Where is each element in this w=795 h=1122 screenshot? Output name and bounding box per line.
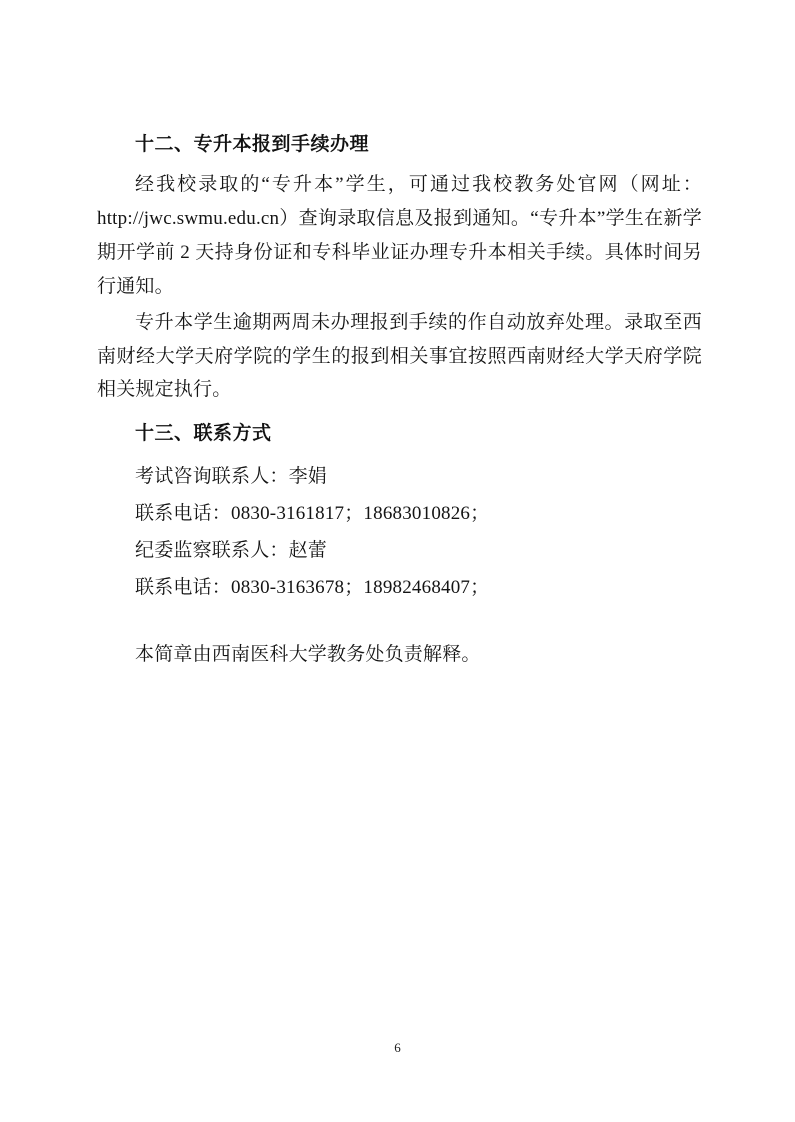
section-twelve-paragraph-2: 专升本学生逾期两周未办理报到手续的作自动放弃处理。录取至西南财经大学天府学院的学生的报到相关事宜按照西南财经大学天府学院相关规定执行。 xyxy=(97,311,702,401)
contact-line-supervision-person: 纪委监察联系人：赵蕾 xyxy=(135,539,328,561)
contact-line-supervision-phone: 联系电话：0830-3163678；18982468407； xyxy=(135,576,490,598)
contact-line-exam-phone: 联系电话：0830-3161817；18683010826； xyxy=(135,502,490,524)
section-twelve-paragraph-1: 经我校录取的“专升本”学生，可通过我校教务处官网（网址：http://jwc.swmu.edu.cn）查询录取信息及报到通知。“专升本”学生在新学期开学前 2 天持身份证和专科毕业证办理专升本相关手续。具体时间另行通知。 xyxy=(97,174,702,297)
page-number: 6 xyxy=(394,1040,401,1055)
document-body xyxy=(97,130,702,673)
section-heading-thirteen: 十三、联系方式 xyxy=(135,423,272,445)
section-heading-twelve: 十二、专升本报到手续办理 xyxy=(135,134,370,155)
contact-line-exam-person: 考试咨询联系人：李娟 xyxy=(135,465,328,487)
closing-spacer xyxy=(97,606,702,636)
closing-statement: 本简章由西南医科大学教务处负责解释。 xyxy=(135,643,481,665)
section-spacer xyxy=(97,409,702,419)
